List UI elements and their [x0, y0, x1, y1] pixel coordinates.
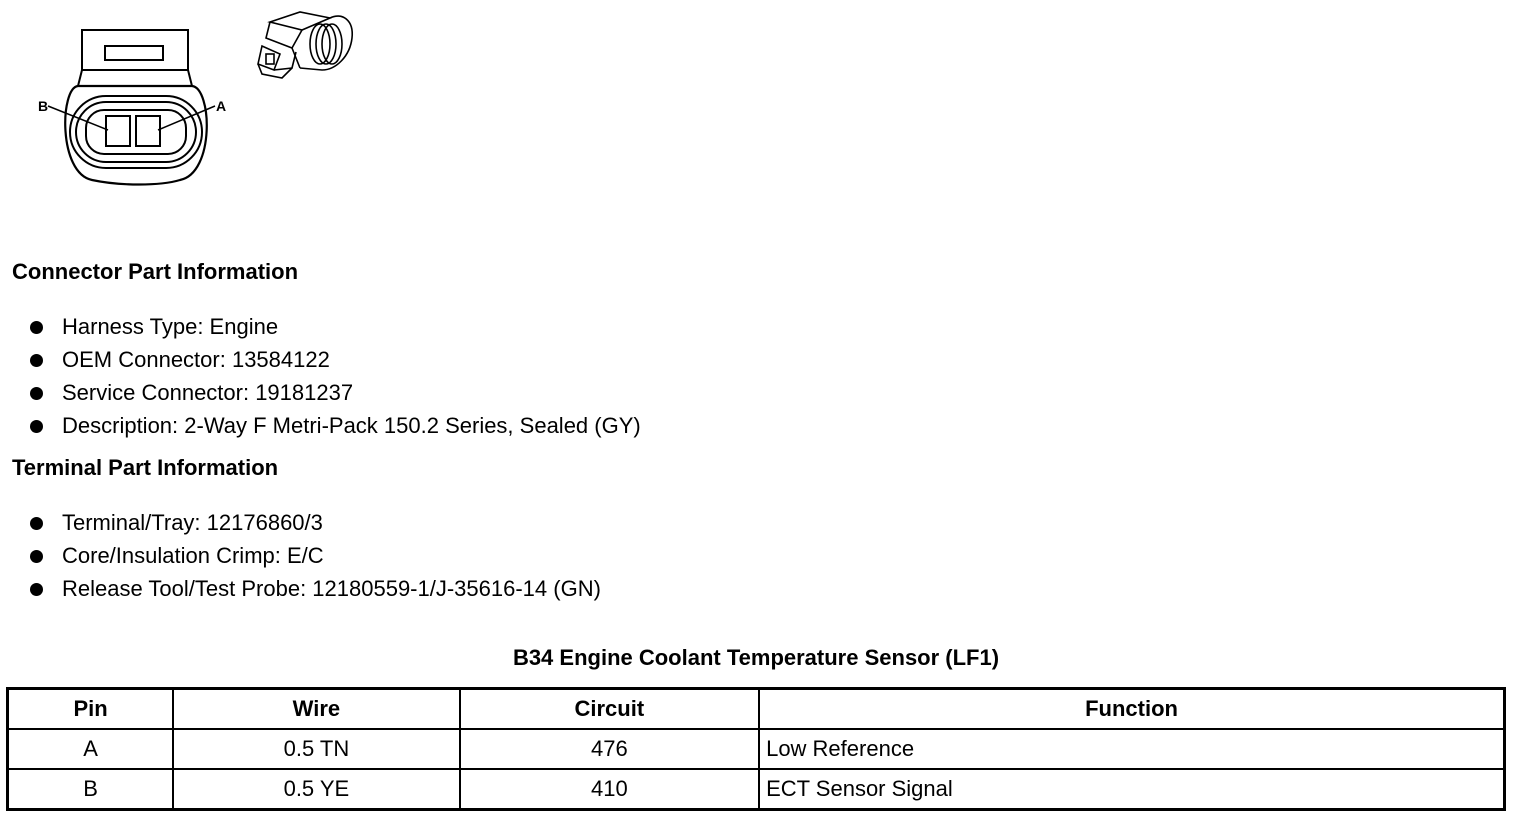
function-cell: ECT Sensor Signal — [759, 769, 1504, 810]
pin-table-title: B34 Engine Coolant Temperature Sensor (LF1) — [512, 645, 1000, 670]
wire-cell: 0.5 YE — [173, 769, 459, 810]
connector-face-diagram — [30, 8, 370, 193]
column-header-function: Function — [759, 689, 1504, 730]
table-row — [8, 769, 1505, 810]
bullet-icon — [30, 517, 43, 530]
bullet-icon — [30, 420, 43, 433]
table-header-row — [8, 689, 1505, 730]
list-item: Release Tool/Test Probe: 12180559-1/J-35616-14 (GN) — [28, 574, 601, 607]
pin-a-label: A — [216, 98, 227, 114]
pin-cell: A — [8, 729, 174, 769]
column-header-wire: Wire — [173, 689, 459, 730]
connector-info-heading: Connector Part Information — [12, 259, 299, 284]
connector-isometric-sketch — [258, 12, 352, 78]
function-cell: Low Reference — [759, 729, 1504, 769]
table-row — [8, 729, 1505, 769]
list-item: Terminal/Tray: 12176860/3 — [28, 508, 601, 541]
column-header-circuit: Circuit — [460, 689, 759, 730]
list-item: Service Connector: 19181237 — [28, 378, 641, 411]
bullet-icon — [30, 321, 43, 334]
list-item: Description: 2-Way F Metri-Pack 150.2 Series, Sealed (GY) — [28, 411, 641, 444]
circuit-cell: 476 — [460, 729, 759, 769]
list-item: OEM Connector: 13584122 — [28, 345, 641, 378]
bullet-icon — [30, 550, 43, 563]
column-header-pin: Pin — [8, 689, 174, 730]
list-item: Core/Insulation Crimp: E/C — [28, 541, 601, 574]
terminal-info-list — [28, 508, 601, 607]
pin-cell: B — [8, 769, 174, 810]
bullet-icon — [30, 583, 43, 596]
wire-cell: 0.5 TN — [173, 729, 459, 769]
bullet-icon — [30, 387, 43, 400]
list-item: Harness Type: Engine — [28, 312, 641, 345]
circuit-cell: 410 — [460, 769, 759, 810]
bullet-icon — [30, 354, 43, 367]
terminal-info-heading: Terminal Part Information — [12, 455, 279, 480]
connector-info-list — [28, 312, 641, 444]
connector-illustration — [30, 8, 370, 193]
pin-b-label: B — [38, 98, 49, 114]
pin-table — [6, 687, 1506, 811]
